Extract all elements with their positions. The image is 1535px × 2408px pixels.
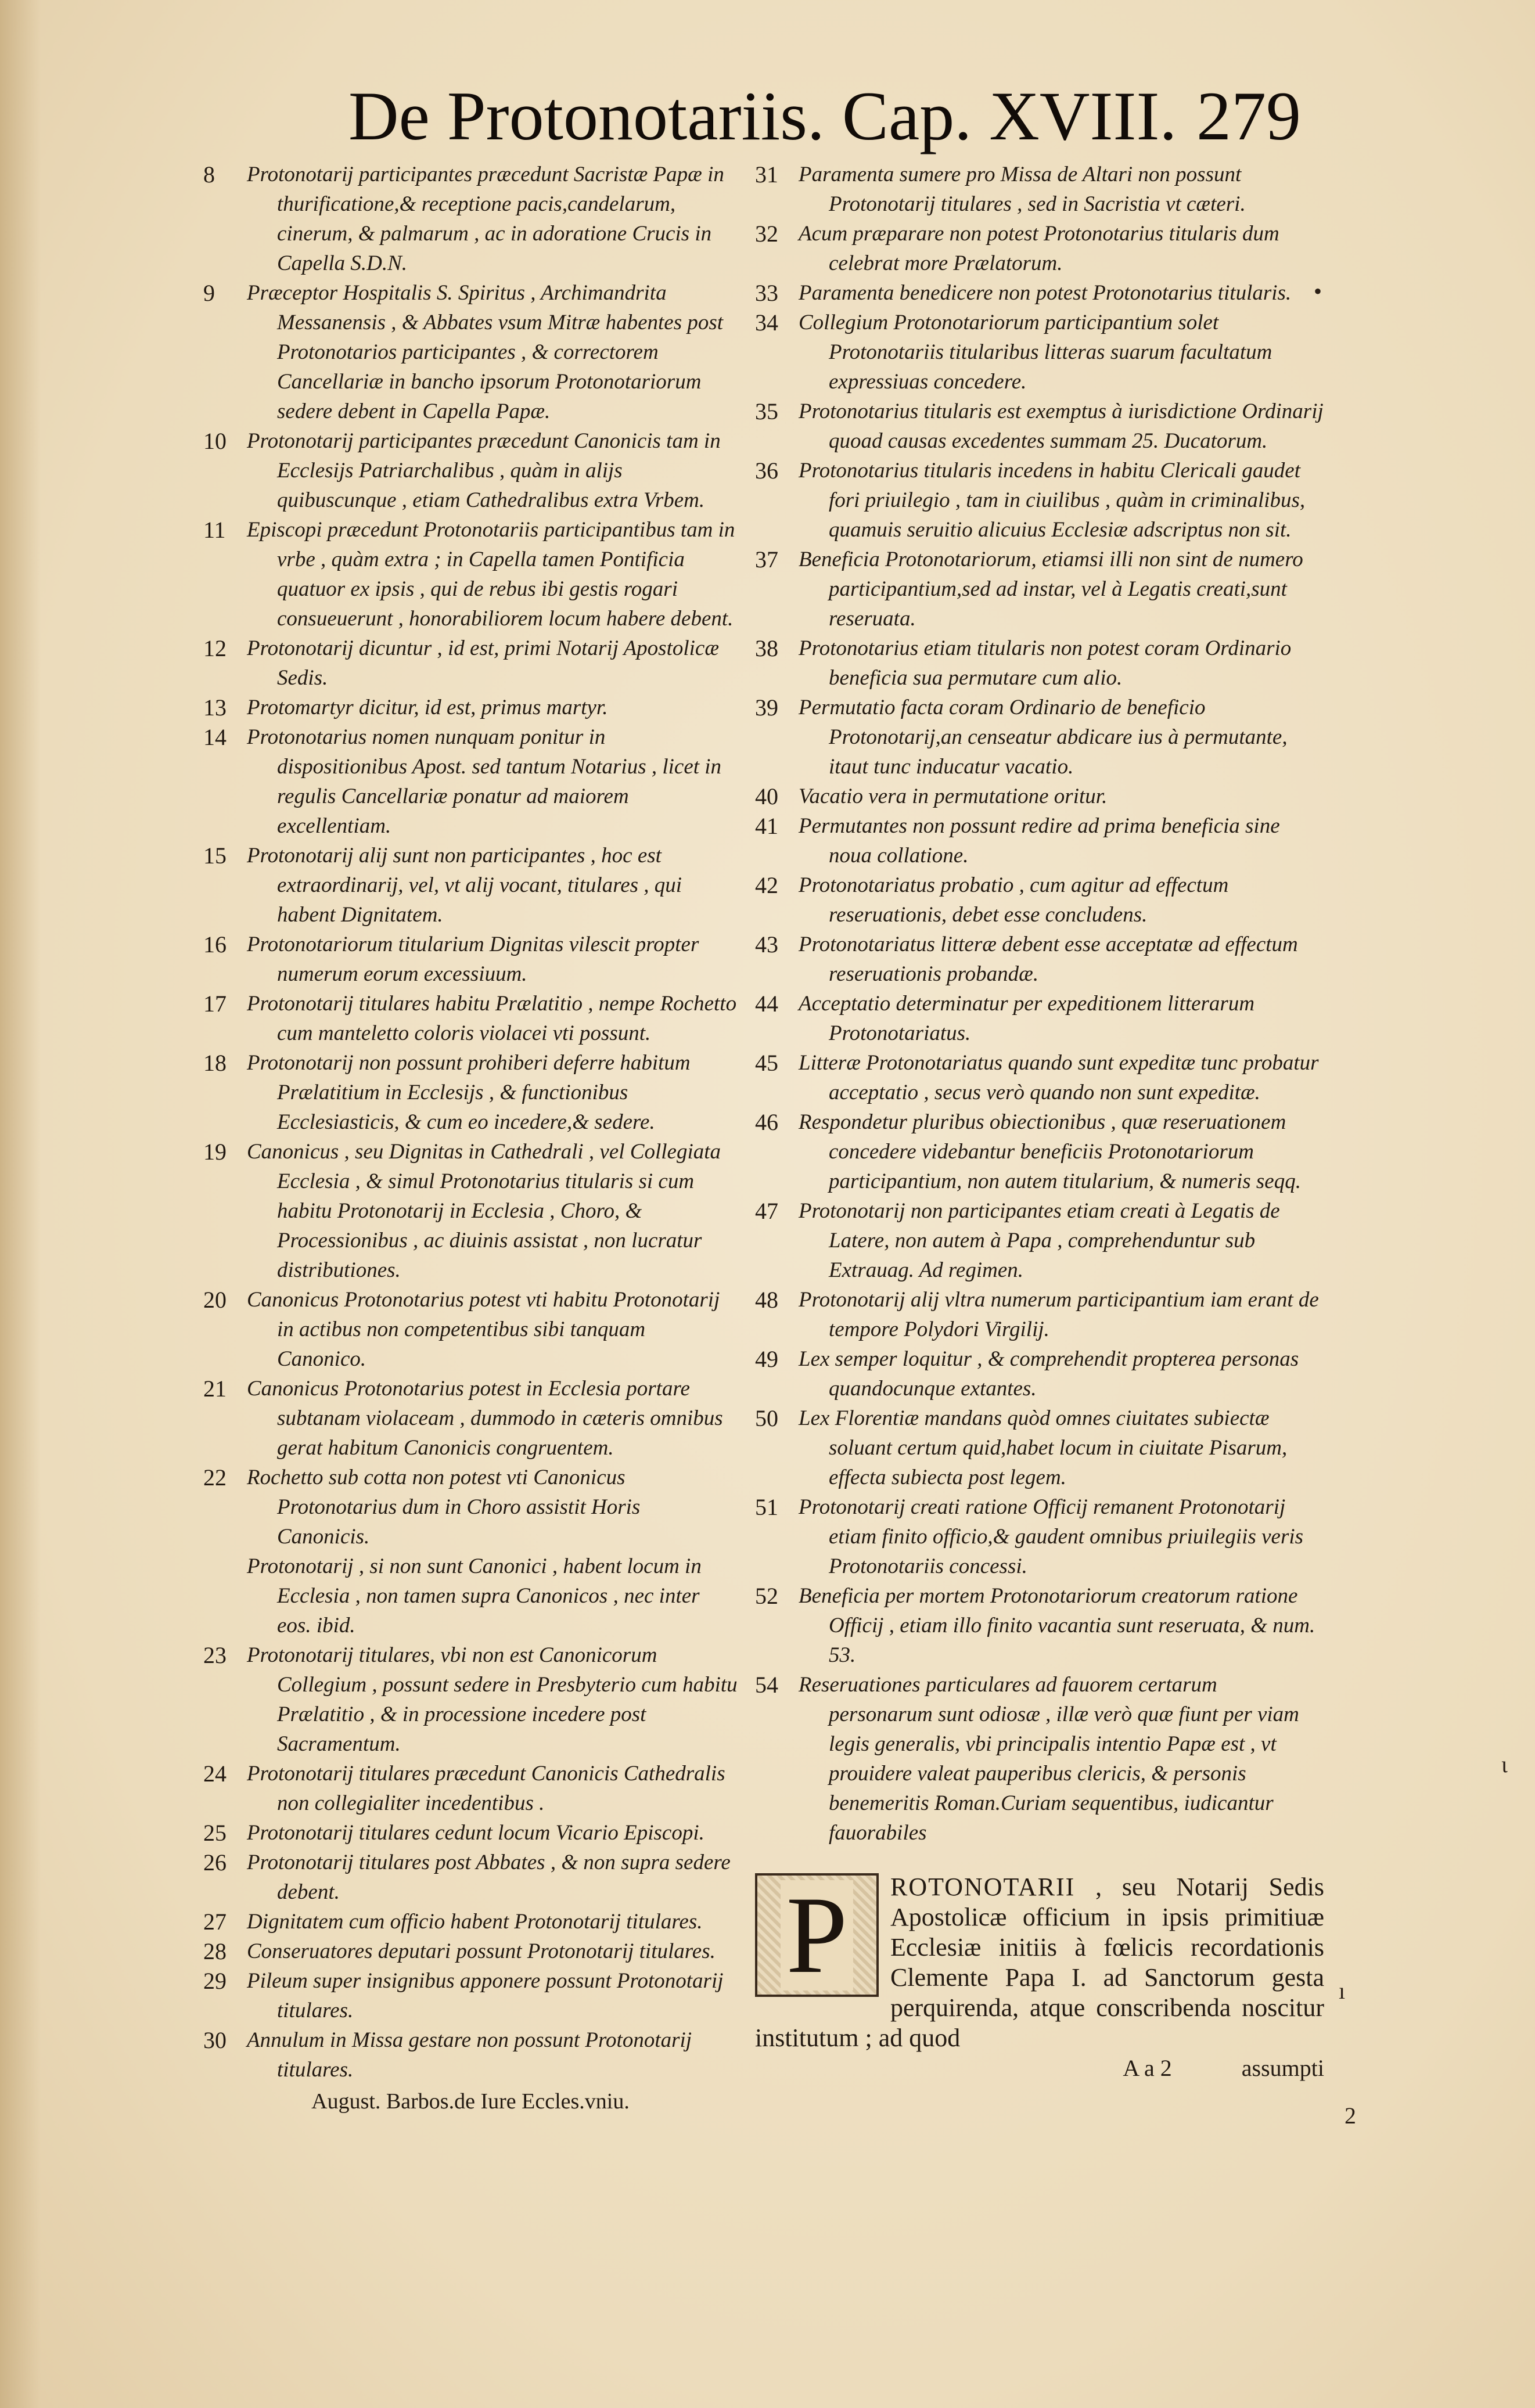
summary-text: Protonotarij titulares præcedunt Canonicis Cathedralis non collegialiter incedentibus . <box>247 1762 725 1815</box>
summary-entry <box>203 634 738 693</box>
summary-number: 32 <box>755 221 778 247</box>
summary-number: 25 <box>203 1820 227 1846</box>
margin-mark: • <box>1314 278 1322 304</box>
summary-entry <box>203 160 738 278</box>
summary-number: 30 <box>203 2027 227 2053</box>
summary-number: 20 <box>203 1287 227 1313</box>
summary-text: Rochetto sub cotta non potest vti Canonicus Protonotarius dum in Choro assistit Horis Canonicis. <box>247 1466 641 1549</box>
summary-text: Beneficia Protonotariorum, etiamsi illi non sint de numero participantium,sed ad instar, vel à Legatis creati,sunt reseruata. <box>799 548 1303 631</box>
summary-number: 50 <box>755 1405 778 1431</box>
summary-number: 31 <box>755 161 778 188</box>
summary-text: Protonotarij participantes præcedunt Canonicis tam in Ecclesijs Patriarchalibus , quàm in alijs quibuscunque , etiam Cathedralibus extra Vrbem. <box>247 429 721 512</box>
summary-text: Protonotarij non possunt prohiberi deferre habitum Prælatitium in Ecclesijs , & functionibus Ecclesiasticis, & cum eo incedere,& sedere. <box>247 1051 691 1134</box>
summary-text: Protonotarius nomen nunquam ponitur in dispositionibus Apost. sed tantum Notarius , licet in regulis Cancellariæ ponatur ad maiorem excellentiam. <box>247 725 722 838</box>
summary-entry <box>755 278 1324 308</box>
summary-entry <box>203 426 738 515</box>
summary-number: 24 <box>203 1761 227 1787</box>
summary-entry <box>203 1137 738 1285</box>
summary-text: Protonotariorum titularium Dignitas vilescit propter numerum eorum excessiuum. <box>247 933 699 986</box>
summary-number: 48 <box>755 1287 778 1313</box>
summary-entry <box>755 456 1324 545</box>
margin-mark: ι <box>1501 1751 1508 1777</box>
opening-word: ROTONOTARII <box>890 1873 1076 1901</box>
summary-number: 16 <box>203 931 227 958</box>
summary-text: Beneficia per mortem Protonotariorum creatorum ratione Officij , etiam illo finito vacantia sunt reseruata, & num. 53. <box>799 1584 1315 1667</box>
summary-entry <box>755 1670 1324 1848</box>
summary-number: 23 <box>203 1642 227 1668</box>
summary-entry <box>755 397 1324 456</box>
summary-number: 13 <box>203 694 227 721</box>
summary-entry <box>755 811 1324 870</box>
catchword-line <box>755 2053 1324 2083</box>
summary-text: Protonotarius titularis est exemptus à iurisdictione Ordinarij quoad causas excedentes summam 25. Ducatorum. <box>799 399 1324 453</box>
summary-number: 52 <box>755 1583 778 1609</box>
summary-entry <box>203 1759 738 1818</box>
summary-entry <box>755 1344 1324 1403</box>
summary-text: Lex Florentiæ mandans quòd omnes ciuitates subiectæ soluant certum quid,habet locum in ciuitate Pisarum, effecta subiecta post legem. <box>799 1406 1288 1489</box>
summary-text: Acum præparare non potest Protonotarius titularis dum celebrat more Prælatorum. <box>799 222 1279 275</box>
summary-column-right <box>755 160 1324 2083</box>
summary-text: Protonotarij titulares cedunt locum Vicario Episcopi. <box>247 1821 704 1845</box>
summary-number: 42 <box>755 872 778 898</box>
summary-number: 10 <box>203 428 227 454</box>
summary-text: Protonotarij titulares habitu Prælatitio , nempe Rochetto cum manteletto coloris violacei vti possunt. <box>247 992 737 1045</box>
summary-text: Litteræ Protonotariatus quando sunt expeditæ tunc probatur acceptatio , secus verò quando non sunt expeditæ. <box>799 1051 1319 1104</box>
catchword: assumpti <box>1241 2055 1324 2081</box>
summary-number: 40 <box>755 783 778 809</box>
summary-text: Permutantes non possunt redire ad prima beneficia sine noua collatione. <box>799 814 1280 868</box>
source-signature: August. Barbos.de Iure Eccles.vniu. <box>311 2089 630 2114</box>
summary-text: Protonotarij titulares, vbi non est Canonicorum Collegium , possunt sedere in Presbyterio cum habitu Prælatitio , & in processione incedere post Sacramentum. <box>247 1643 738 1756</box>
summary-entry <box>755 870 1324 930</box>
summary-entry <box>755 160 1324 219</box>
summary-text: Protonotarij titulares post Abbates , & non supra sedere debent. <box>247 1851 731 1904</box>
summary-entry <box>755 782 1324 811</box>
summary-number: 47 <box>755 1198 778 1224</box>
summary-text: Pileum super insignibus apponere possunt Protonotarij titulares. <box>247 1969 724 2022</box>
summary-entry <box>203 1285 738 1374</box>
summary-number: 35 <box>755 398 778 424</box>
summary-text: Protonotarij non participantes etiam creati à Legatis de Latere, non autem à Papa , comprehenduntur sub Extrauag. Ad regimen. <box>799 1199 1280 1282</box>
summary-text: Acceptatio determinatur per expeditionem litterarum Protonotariatus. <box>799 992 1255 1045</box>
summary-entry <box>203 1907 738 1937</box>
summary-number: 45 <box>755 1050 778 1076</box>
margin-mark: 2 <box>1345 2103 1356 2129</box>
summary-number: 9 <box>203 280 215 306</box>
summary-text: Canonicus Protonotarius potest vti habitu Protonotarij in actibus non competentibus sibi tanquam Canonico. <box>247 1288 720 1371</box>
summary-number: 29 <box>203 1968 227 1994</box>
summary-text: Protonotariatus probatio , cum agitur ad effectum reseruationis, debet esse concludens. <box>799 873 1229 927</box>
summary-number: 37 <box>755 546 778 573</box>
summary-text: Protonotarius titularis incedens in habitu Clericali gaudet fori priuilegio , tam in ciuilibus , quàm in criminalibus, quamuis seruitio alicuius Ecclesiæ adscriptus non sit. <box>799 459 1306 542</box>
summary-number: 39 <box>755 694 778 721</box>
running-head <box>0 75 1535 157</box>
initial-letter: P <box>781 1880 854 1991</box>
summary-number: 18 <box>203 1050 227 1076</box>
summary-number: 36 <box>755 458 778 484</box>
summary-entry <box>203 1818 738 1848</box>
summary-number: 41 <box>755 813 778 839</box>
binding-shadow <box>0 0 41 2408</box>
summary-number: 12 <box>203 635 227 661</box>
summary-text: Protonotariatus litteræ debent esse acceptatæ ad effectum reseruationis probandæ. <box>799 933 1298 986</box>
summary-text: Collegium Protonotariorum participantium solet Protonotariis titularibus litteras suarum facultatum expressiuas concedere. <box>799 311 1272 394</box>
summary-number: 21 <box>203 1376 227 1402</box>
summary-entry <box>755 693 1324 782</box>
summary-entry <box>203 1966 738 2025</box>
summary-text: Protomartyr dicitur, id est, primus martyr. <box>247 696 608 719</box>
summary-number: 44 <box>755 991 778 1017</box>
summary-text: Annulum in Missa gestare non possunt Protonotarij titulares. <box>247 2028 692 2082</box>
summary-number: 22 <box>203 1464 227 1491</box>
summary-number: 11 <box>203 517 226 543</box>
summary-entry <box>755 1403 1324 1492</box>
summary-entry <box>203 1463 738 1552</box>
page-header-title: De Protonotariis. Cap. XVIII. <box>348 77 1177 154</box>
summary-entry <box>755 1196 1324 1285</box>
summary-entry <box>203 1937 738 1966</box>
summary-text: Protonotarij dicuntur , id est, primi Notarij Apostolicæ Sedis. <box>247 636 720 690</box>
summary-entry <box>755 930 1324 989</box>
summary-entry <box>203 515 738 634</box>
summary-number: 15 <box>203 843 227 869</box>
opening-text: , seu Notarij Sedis Apostolicæ officium in ipsis primitiuæ Ecclesiæ initiis à fœlicis recordationis Clemente Papa I. ad Sanctorum gesta perquirenda, atque conscribenda noscitur institutum ; ad quod <box>755 1873 1324 2052</box>
summary-text: Conseruatores deputari possunt Protonotarij titulares. <box>247 1939 716 1963</box>
summary-number: 17 <box>203 991 227 1017</box>
summary-text: Lex semper loquitur , & comprehendit propterea personas quandocunque extantes. <box>799 1347 1299 1401</box>
summary-number: 14 <box>203 724 227 750</box>
summary-entry <box>755 1107 1324 1196</box>
summary-entry <box>755 219 1324 278</box>
summary-entry <box>203 693 738 722</box>
margin-mark: ı <box>1339 1978 1346 2004</box>
summary-number: 34 <box>755 309 778 336</box>
summary-entry <box>755 1581 1324 1670</box>
summary-entry <box>203 278 738 426</box>
summary-text: Vacatio vera in permutatione oritur. <box>799 784 1108 808</box>
summary-entry <box>755 1492 1324 1581</box>
summary-entry <box>203 1374 738 1463</box>
summary-text: Præceptor Hospitalis S. Spiritus , Archimandrita Messanensis , & Abbates vsum Mitræ habentes post Protonotarios participantes , & correctorem Cancellariæ in bancho ipsorum Protonotariorum sedere debent in Capella Papæ. <box>247 281 724 423</box>
summary-text: Paramenta benedicere non potest Protonotarius titularis. <box>799 281 1292 305</box>
summary-text: Protonotarius etiam titularis non potest coram Ordinario beneficia sua permutare cum alio. <box>799 636 1292 690</box>
signature-mark: A a 2 <box>1123 2055 1172 2081</box>
summary-number: 51 <box>755 1494 778 1520</box>
summary-number: 46 <box>755 1109 778 1135</box>
summary-text: Protonotarij alij sunt non participantes , hoc est extraordinarij, vel, vt alij vocant, titulares , qui habent Dignitatem. <box>247 844 682 927</box>
summary-entry <box>203 841 738 930</box>
summary-number: 49 <box>755 1346 778 1372</box>
summary-entry <box>755 634 1324 693</box>
summary-entry <box>755 989 1324 1048</box>
summary-entry <box>203 930 738 989</box>
summary-text: Protonotarij creati ratione Officij remanent Protonotarij etiam finito officio,& gaudent omnibus priuilegiis veris Protonotariis concessi. <box>799 1495 1304 1578</box>
summary-number: 8 <box>203 161 215 188</box>
summary-entry <box>203 2025 738 2085</box>
summary-entry <box>203 1048 738 1137</box>
summary-number: 54 <box>755 1672 778 1698</box>
summary-text: Protonotarij participantes præcedunt Sacristæ Papæ in thurificatione,& receptione pacis,candelarum, cinerum, & palmarum , ac in adoratione Crucis in Capella S.D.N. <box>247 163 724 275</box>
summary-number: 27 <box>203 1909 227 1935</box>
summary-entry <box>755 1048 1324 1107</box>
summary-entry <box>755 308 1324 397</box>
summary-number: 26 <box>203 1849 227 1876</box>
summary-entry <box>755 1285 1324 1344</box>
summary-text: Canonicus Protonotarius potest in Ecclesia portare subtanam violaceam , dummodo in cæteris omnibus gerat habitum Canonicis congruentem. <box>247 1377 723 1460</box>
summary-column-left <box>203 160 738 2117</box>
summary-entry <box>203 1848 738 1907</box>
summary-text: Dignitatem cum officio habent Protonotarij titulares. <box>247 1910 703 1934</box>
summary-number: 43 <box>755 931 778 958</box>
summary-note: Protonotarij , si non sunt Canonici , habent locum in Ecclesia , non tamen supra Canonicos , nec inter eos. ibid. <box>247 1554 702 1637</box>
page-number: 279 <box>1196 77 1301 154</box>
summary-number: 38 <box>755 635 778 661</box>
chapter-opening-paragraph <box>755 1872 1324 2083</box>
summary-entry <box>203 1640 738 1759</box>
summary-text: Episcopi præcedunt Protonotariis participantibus tam in vrbe , quàm extra ; in Capella tamen Pontificia quatuor ex ipsis , qui de rebus ibi gestis rogari consueuerunt , honorabiliorem locum habere debent. <box>247 518 735 631</box>
summary-text: Paramenta sumere pro Missa de Altari non possunt Protonotarij titulares , sed in Sacristia vt cæteri. <box>799 163 1246 216</box>
summary-text: Canonicus , seu Dignitas in Cathedrali , vel Collegiata Ecclesia , & simul Protonotarius titularis si cum habitu Protonotarij in Ecclesia , Choro, & Processionibus , ac diuinis assistat , non lucratur distributiones. <box>247 1140 721 1282</box>
summary-number: 19 <box>203 1139 227 1165</box>
ornamental-initial <box>755 1873 879 1997</box>
summary-text: Reseruationes particulares ad fauorem certarum personarum sunt odiosæ , illæ verò quæ fiunt per viam legis generalis, vbi principalis intentio Papæ est , vt prouidere valeat pauperibus clericis, & personis benemeritis Roman.Curiam sequentibus, iudicantur fauorabiles <box>799 1673 1299 1845</box>
summary-entry <box>203 989 738 1048</box>
summary-entry <box>755 545 1324 634</box>
summary-text: Protonotarij alij vltra numerum participantium iam erant de tempore Polydori Virgilij. <box>799 1288 1319 1341</box>
summary-text: Respondetur pluribus obiectionibus , quæ reseruationem concedere videbantur beneficiis Protonotariorum participantium, non autem titularium, & numeris seqq. <box>799 1110 1301 1193</box>
summary-number: 28 <box>203 1938 227 1964</box>
summary-number: 33 <box>755 280 778 306</box>
summary-entry <box>203 722 738 841</box>
summary-text: Permutatio facta coram Ordinario de beneficio Protonotarij,an censeatur abdicare ius à permutante, itaut tunc inducatur vacatio. <box>799 696 1288 779</box>
